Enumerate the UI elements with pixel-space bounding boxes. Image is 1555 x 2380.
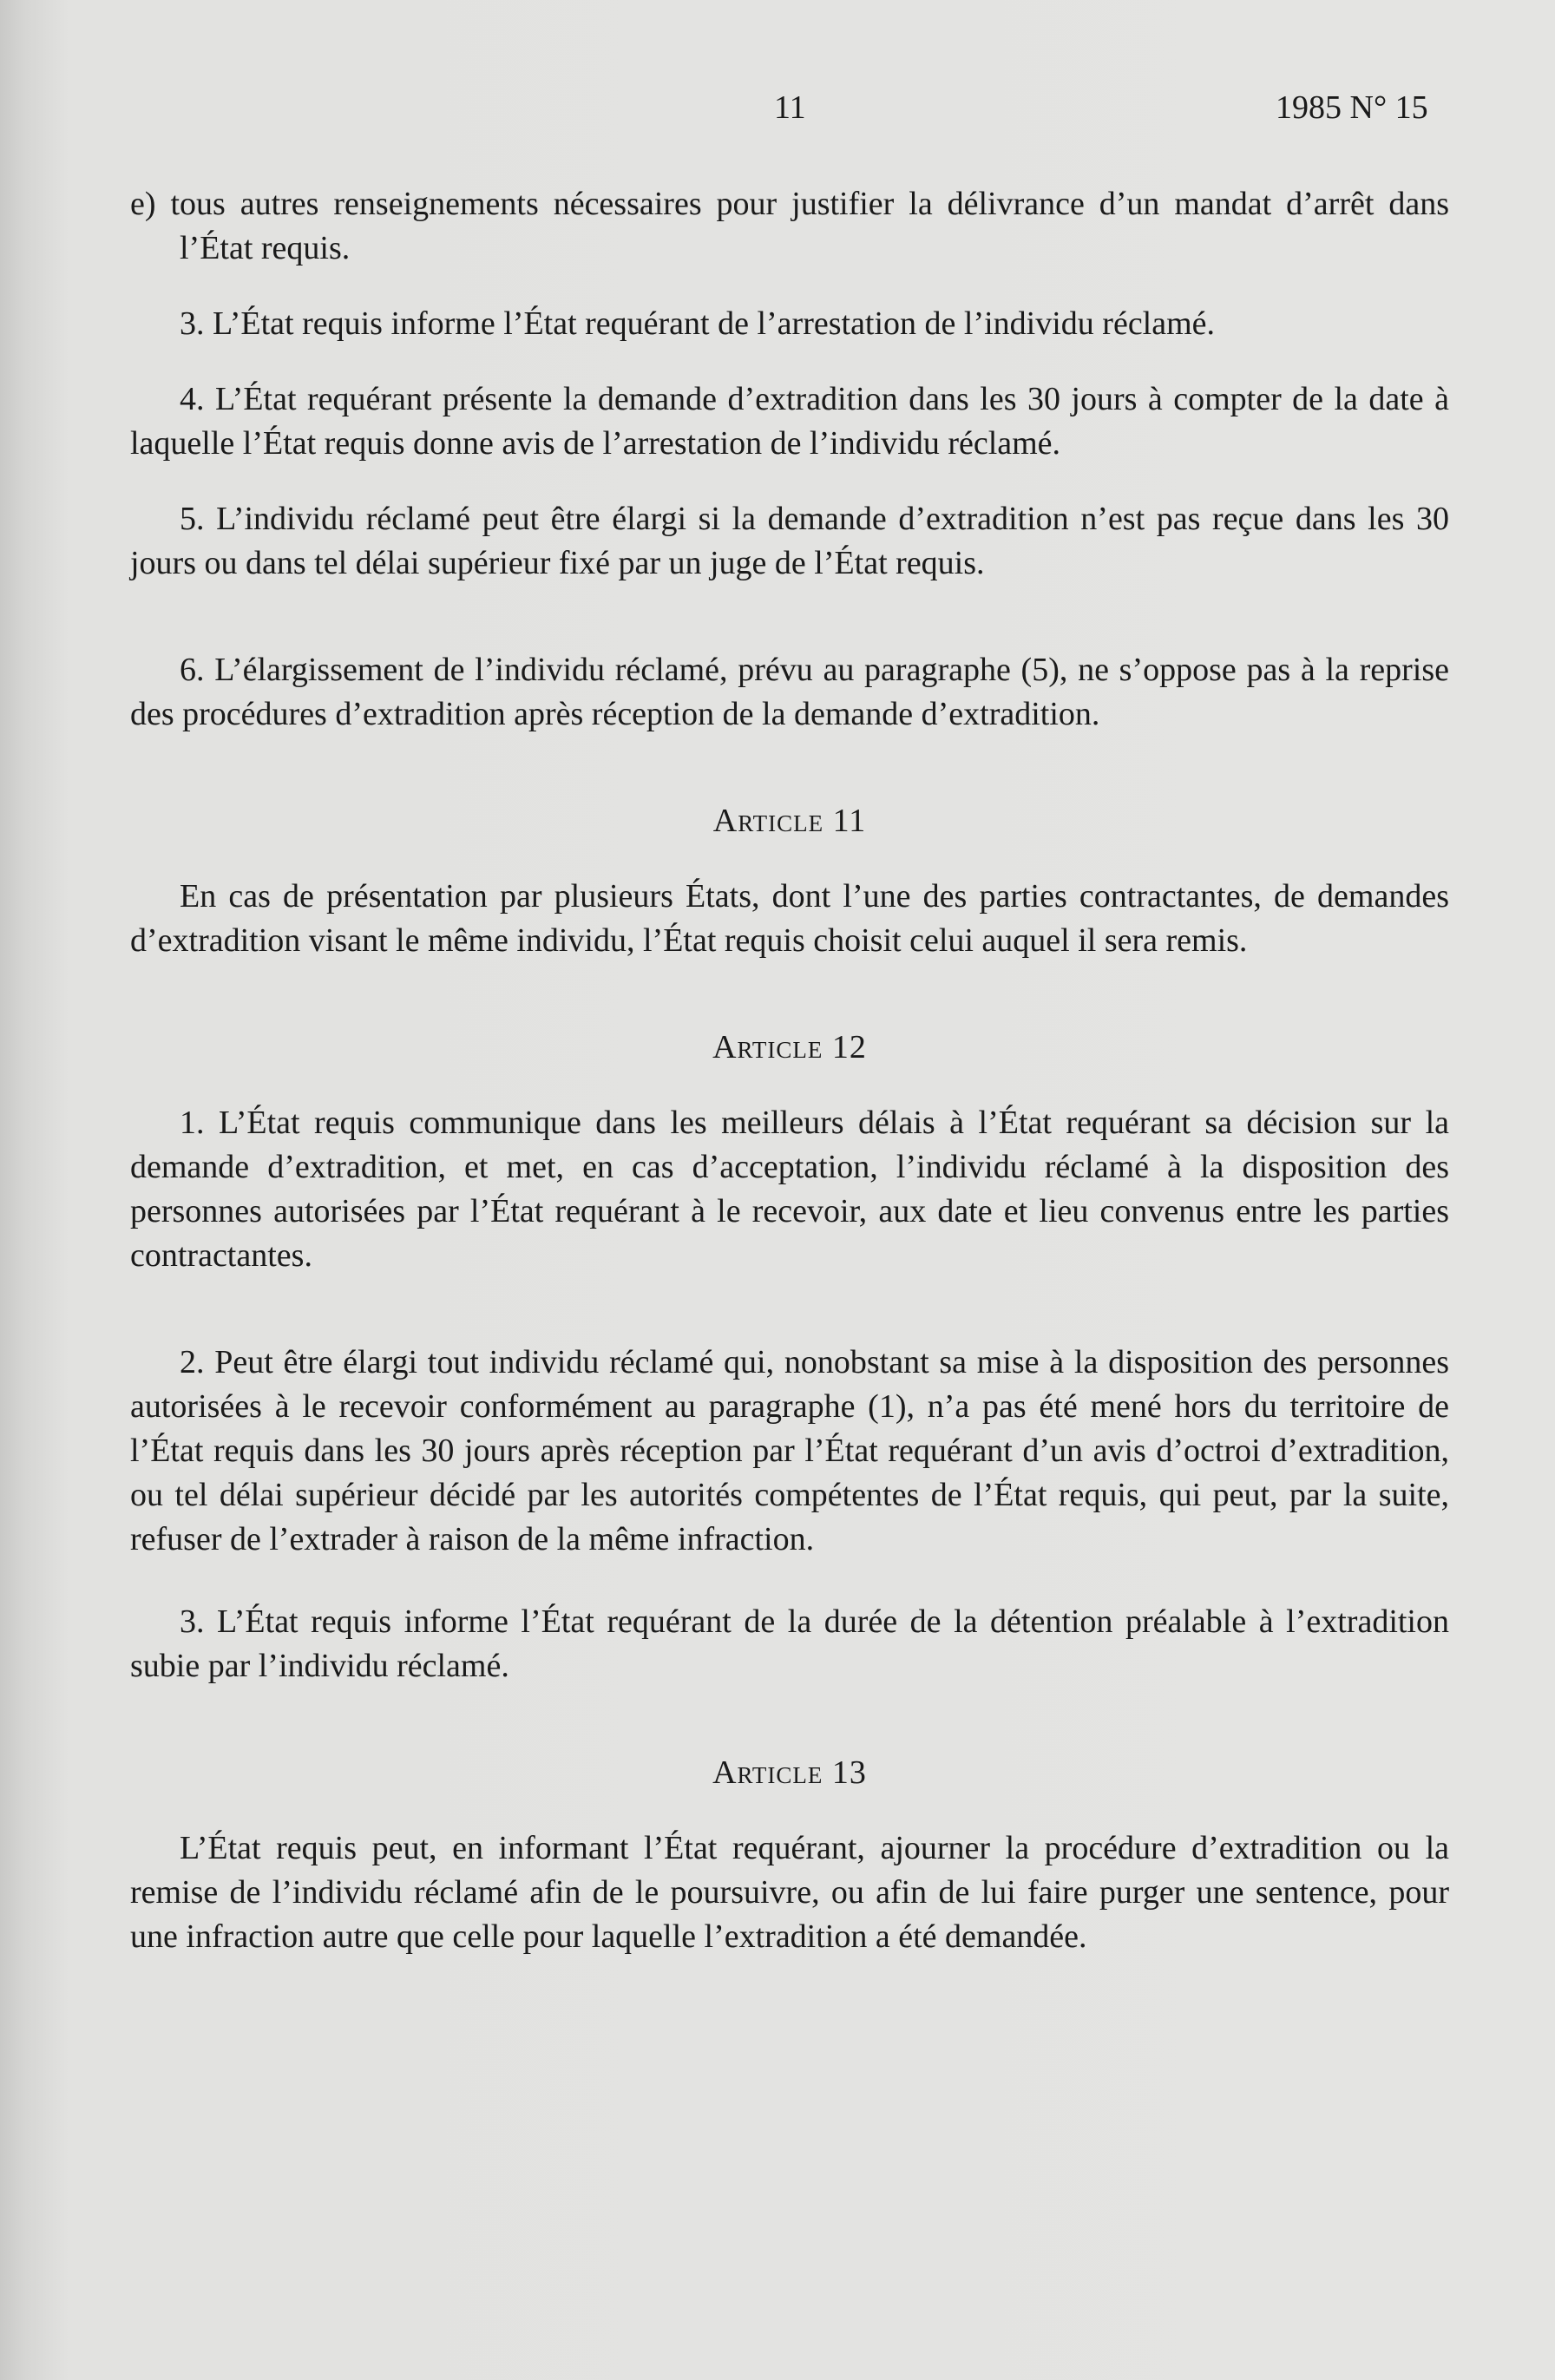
paragraph-5: 5. L’individu réclamé peut être élargi si la demande d’extradition n’est pas reçue dans les 30 jours ou dans tel délai supérieur fixé par un juge de l’État requis. [130, 501, 1449, 581]
journal-reference: 1985 N° 15 [1276, 89, 1428, 126]
document-body [130, 182, 1449, 1959]
article-12-paragraph-1: 1. L’État requis communique dans les meilleurs délais à l’État requérant sa décision sur la demande d’extradition, et met, en cas d’acceptation, l’individu réclamé à la disposition des personnes autorisées par l’État requérant à le recevoir, aux date et lieu convenus entre les parties contractantes. [130, 1105, 1449, 1274]
article-11-text: En cas de présentation par plusieurs États, dont l’une des parties contractantes, de demandes d’extradition visant le même individu, l’État requis choisit celui auquel il sera remis. [130, 878, 1449, 959]
article-12-paragraph-2: 2. Peut être élargi tout individu réclamé qui, nonobstant sa mise à la disposition des personnes autorisées à le recevoir conformément au paragraphe (1), n’a pas été mené hors du territoire de l’État requis dans les 30 jours après réception par l’État requérant d’un avis d’octroi d’extradition, ou tel délai supérieur décidé par les autorités compétentes de l’État requis, qui peut, par la suite, refuser de l’extrader à raison de la même infraction. [130, 1344, 1449, 1557]
article-12-heading: Article 12 [712, 1029, 867, 1065]
paragraph-3: 3. L’État requis informe l’État requérant de l’arrestation de l’individu réclamé. [180, 305, 1216, 342]
article-13-heading: Article 13 [712, 1754, 867, 1791]
page-number: 11 [774, 89, 806, 126]
page-header [0, 89, 1555, 132]
article-12-paragraph-3: 3. L’État requis informe l’État requérant de la durée de la détention préalable à l’extradition subie par l’individu réclamé. [130, 1603, 1449, 1684]
list-item-e: e) tous autres renseignements nécessaires pour justifier la délivrance d’un mandat d’arrêt dans l’État requis. [130, 186, 1449, 266]
paragraph-6: 6. L’élargissement de l’individu réclamé, prévu au paragraphe (5), ne s’oppose pas à la reprise des procédures d’extradition après réception de la demande d’extradition. [130, 652, 1449, 732]
paragraph-4: 4. L’État requérant présente la demande d’extradition dans les 30 jours à compter de la date à laquelle l’État requis donne avis de l’arrestation de l’individu réclamé. [130, 381, 1449, 462]
article-13-text: L’État requis peut, en informant l’État requérant, ajourner la procédure d’extradition ou la remise de l’individu réclamé afin de le poursuivre, ou afin de lui faire purger une sentence, pour une infraction autre que celle pour laquelle l’extradition a été demandée. [130, 1830, 1449, 1955]
article-11-heading: Article 11 [712, 803, 867, 839]
